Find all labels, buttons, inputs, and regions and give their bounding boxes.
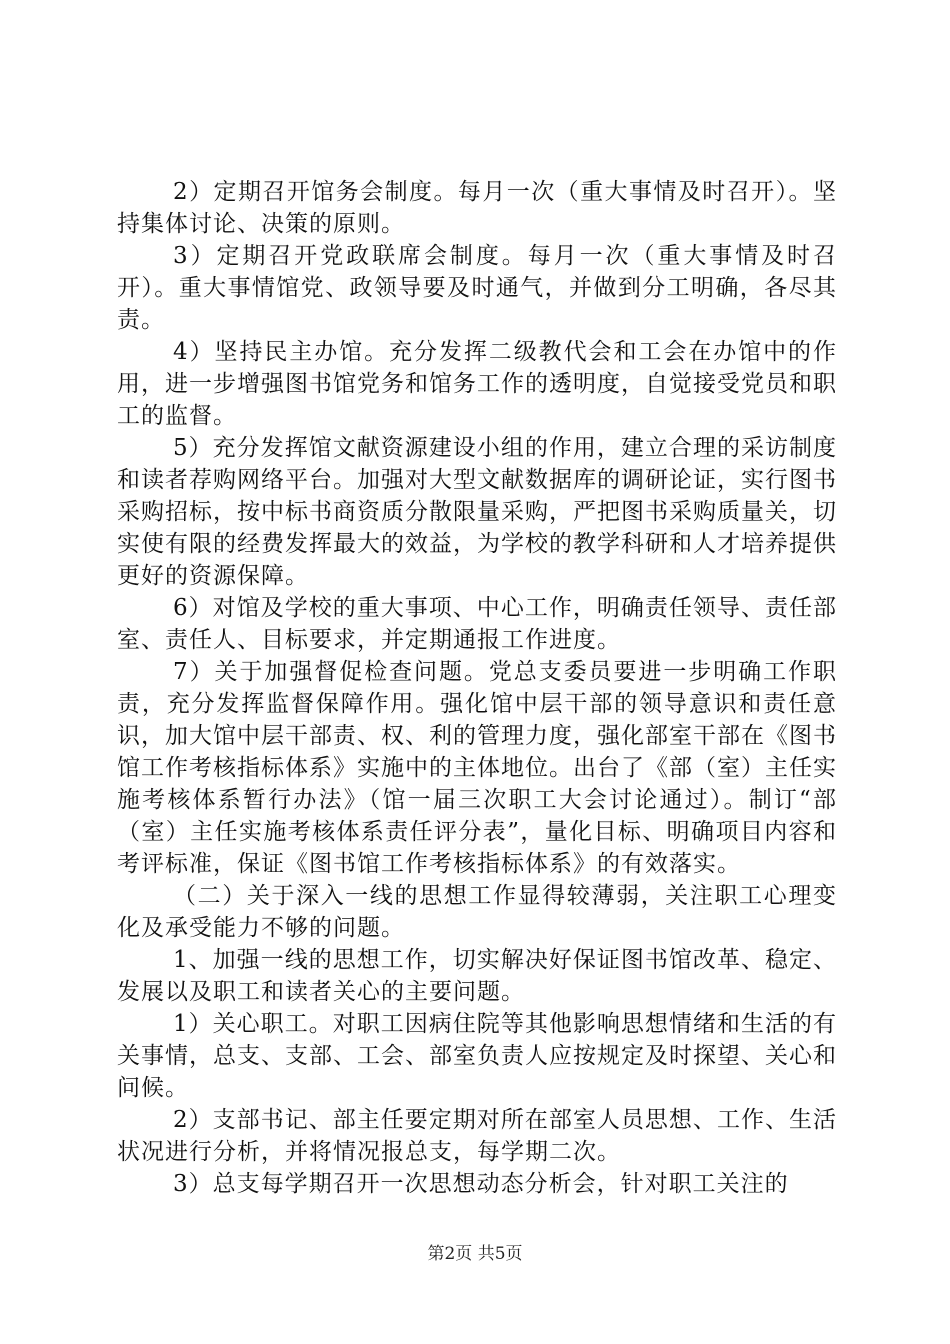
document-body <box>117 176 837 1200</box>
paragraph-8: 1、加强一线的思想工作，切实解决好保证图书馆改革、稳定、发展以及职工和读者关心的主要问题。 <box>117 947 837 1005</box>
paragraph-3: 4）坚持民主办馆。充分发挥二级教代会和工会在办馆中的作用，进一步增强图书馆党务和馆务工作的透明度，自觉接受党员和职工的监督。 <box>117 339 837 429</box>
paragraph-2: 3）定期召开党政联席会制度。每月一次（重大事情及时召开）。重大事情馆党、政领导要及时通气，并做到分工明确，各尽其责。 <box>117 243 837 333</box>
paragraph-1: 2）定期召开馆务会制度。每月一次（重大事情及时召开）。坚持集体讨论、决策的原则。 <box>117 179 837 237</box>
paragraph-7: （二）关于深入一线的思想工作显得较薄弱，关注职工心理变化及承受能力不够的问题。 <box>117 883 837 941</box>
paragraph-6: 7）关于加强督促检查问题。党总支委员要进一步明确工作职责，充分发挥监督保障作用。强化馆中层干部的领导意识和责任意识，加大馆中层干部责、权、利的管理力度，强化部室干部在《图书馆工作考核指标体系》实施中的主体地位。出台了《部（室）主任实施考核体系暂行办法》（馆一届三次职工大会讨论通过）。制订“部（室）主任实施考核体系责任评分表”，量化目标、明确项目内容和考评标准，保证《图书馆工作考核指标体系》的有效落实。 <box>117 659 837 877</box>
page-footer: 第2页 共5页 <box>427 1244 523 1264</box>
paragraph-5: 6）对馆及学校的重大事项、中心工作，明确责任领导、责任部室、责任人、目标要求，并定期通报工作进度。 <box>117 595 837 653</box>
paragraph-4: 5）充分发挥馆文献资源建设小组的作用，建立合理的采访制度和读者荐购网络平台。加强对大型文献数据库的调研论证，实行图书采购招标，按中标书商资质分散限量采购，严把图书采购质量关，切实使有限的经费发挥最大的效益，为学校的教学科研和人才培养提供更好的资源保障。 <box>117 435 837 589</box>
paragraph-11: 3）总支每学期召开一次思想动态分析会，针对职工关注的 <box>173 1171 789 1197</box>
paragraph-10: 2）支部书记、部主任要定期对所在部室人员思想、工作、生活状况进行分析，并将情况报总支，每学期二次。 <box>117 1107 837 1165</box>
paragraph-9: 1）关心职工。对职工因病住院等其他影响思想情绪和生活的有关事情，总支、支部、工会、部室负责人应按规定及时探望、关心和问候。 <box>117 1011 837 1101</box>
